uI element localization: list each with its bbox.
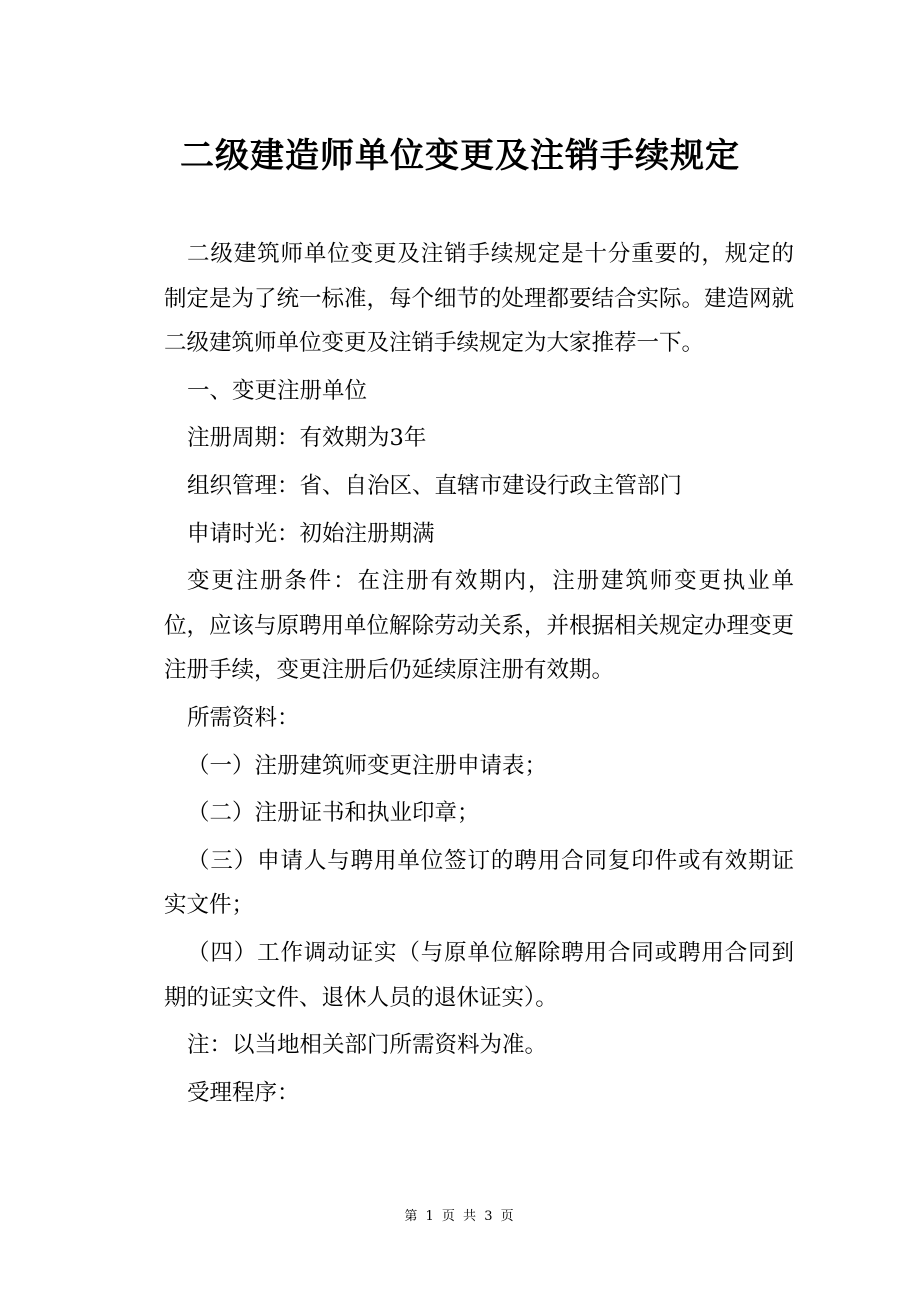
paragraph-intro: 二级建筑师单位变更及注销手续规定是十分重要的，规定的制定是为了统一标准，每个细节的处理都要结合实际。建造网就二级建筑师单位变更及注销手续规定为大家推荐一下。 — [164, 241, 795, 357]
section-heading-change-registration: 一、变更注册单位 — [187, 377, 368, 404]
paragraph-organization: 组织管理：省、自治区、直辖市建设行政主管部门 — [187, 472, 683, 499]
list-item-materials-1: （一）注册建筑师变更注册申请表； — [187, 752, 548, 779]
list-item-materials-3: （三）申请人与聘用单位签订的聘用合同复印件或有效期证实文件； — [164, 847, 794, 919]
list-item-materials-2: （二）注册证书和执业印章； — [187, 800, 480, 827]
document-body — [164, 232, 794, 1118]
page-number-footer: 第 1 页 共 3 页 — [404, 1209, 516, 1224]
paragraph-registration-period: 注册周期：有效期为3年 — [187, 425, 427, 452]
document-title: 二级建造师单位变更及注销手续规定 — [180, 136, 740, 176]
paragraph-acceptance-procedure: 受理程序： — [187, 1079, 300, 1106]
list-item-materials-4: （四）工作调动证实（与原单位解除聘用合同或聘用合同到期的证实文件、退休人员的退休证实）。 — [164, 939, 794, 1011]
paragraph-change-conditions: 变更注册条件：在注册有效期内，注册建筑师变更执业单位，应该与原聘用单位解除劳动关系，并根据相关规定办理变更注册手续，变更注册后仍延续原注册有效期。 — [164, 568, 795, 684]
paragraph-application-time: 申请时光：初始注册期满 — [187, 520, 435, 547]
paragraph-note: 注：以当地相关部门所需资料为准。 — [187, 1032, 548, 1059]
paragraph-required-materials: 所需资料： — [187, 704, 300, 731]
